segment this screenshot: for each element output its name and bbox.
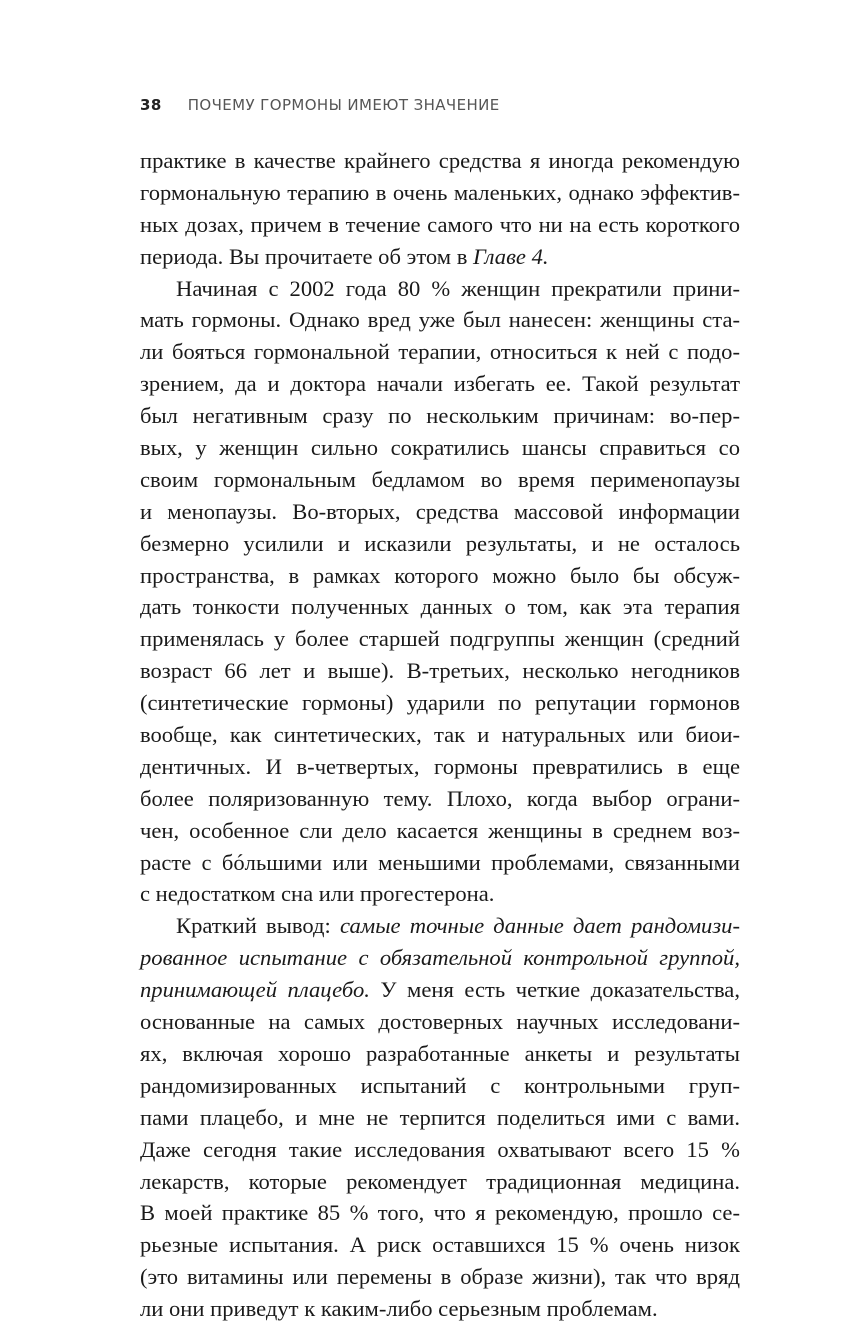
- text-run: пами плацебо, и мне не терпится поделиться ими с вами.: [140, 1104, 740, 1130]
- text-line: [140, 591, 740, 623]
- page-number: 38: [140, 96, 162, 114]
- text-run: своим гормональным бедламом во время перименопаузы: [140, 466, 740, 492]
- text-line: [140, 1006, 740, 1038]
- text-run: (синтетические гормоны) ударили по репутации гормонов: [140, 690, 740, 716]
- text-line: [140, 1134, 740, 1166]
- text-run: ли они приведут к каким-либо серьезным проблемам.: [140, 1296, 658, 1322]
- text-run: возраст 66 лет и выше). В-третьих, несколько негодников: [140, 658, 740, 684]
- text-run: ли бояться гормональной терапии, относиться к ней с подо-: [140, 339, 740, 365]
- italic-run: Главе 4.: [473, 243, 549, 269]
- text-run: рьезные испытания. А риск оставшихся 15 % очень низок: [140, 1232, 740, 1258]
- text-run: Начиная с 2002 года 80 % женщин прекратили прини-: [176, 275, 740, 301]
- italic-run: принимающей плацебо.: [140, 977, 370, 1003]
- text-line: [140, 177, 740, 209]
- text-line: [140, 145, 740, 177]
- text-line: [140, 1197, 740, 1229]
- text-line: [140, 1166, 740, 1198]
- text-run: лекарств, которые рекомендует традиционная медицина.: [140, 1168, 740, 1194]
- text-line: [140, 1261, 740, 1293]
- text-run: и менопаузы. Во-вторых, средства массовой информации: [140, 498, 740, 524]
- text-line: [140, 1102, 740, 1134]
- text-line: [140, 1229, 740, 1261]
- text-line: [140, 910, 740, 942]
- text-run: чен, особенное сли дело касается женщины в среднем воз-: [140, 817, 740, 843]
- text-run: В моей практике 85 % того, что я рекомендую, прошло се-: [140, 1200, 740, 1226]
- text-line: [140, 623, 740, 655]
- text-line: [140, 942, 740, 974]
- text-run: У меня есть четкие доказательства,: [369, 977, 740, 1003]
- text-line: [140, 273, 740, 305]
- text-run: рандомизированных испытаний с контрольными груп-: [140, 1072, 740, 1098]
- text-run: зрением, да и доктора начали избегать ее. Такой результат: [140, 371, 740, 397]
- text-run: дать тонкости полученных данных о том, как эта терапия: [140, 594, 740, 620]
- text-run: более поляризованную тему. Плохо, когда выбор ограни-: [140, 785, 740, 811]
- text-line: [140, 974, 740, 1006]
- running-header: [140, 96, 500, 114]
- text-run: расте с бóльшими или меньшими проблемами, связанными: [140, 849, 740, 875]
- text-line: [140, 560, 740, 592]
- text-line: [140, 464, 740, 496]
- text-run: периода. Вы прочитаете об этом в: [140, 243, 474, 269]
- text-run: Краткий вывод:: [176, 913, 341, 939]
- running-title: ПОЧЕМУ ГОРМОНЫ ИМЕЮТ ЗНАЧЕНИЕ: [187, 96, 500, 114]
- text-run: (это витамины или перемены в образе жизни), так что вряд: [140, 1264, 740, 1290]
- text-line: [140, 751, 740, 783]
- text-line: [140, 1070, 740, 1102]
- text-run: ных дозах, причем в течение самого что ни на есть короткого: [140, 211, 740, 237]
- text-line: [140, 368, 740, 400]
- body-text: [140, 145, 740, 1325]
- text-line: [140, 528, 740, 560]
- text-line: [140, 847, 740, 879]
- text-line: [140, 719, 740, 751]
- text-run: вых, у женщин сильно сократились шансы справиться со: [140, 435, 740, 461]
- text-line: [140, 655, 740, 687]
- text-line: [140, 687, 740, 719]
- text-line: [140, 783, 740, 815]
- text-line: [140, 1038, 740, 1070]
- text-line: [140, 400, 740, 432]
- text-line: [140, 432, 740, 464]
- text-run: с недостатком сна или прогестерона.: [140, 881, 495, 907]
- text-run: применялась у более старшей подгруппы женщин (средний: [140, 626, 740, 652]
- text-run: гормональную терапию в очень маленьких, однако эффектив-: [140, 179, 740, 205]
- text-line: [140, 304, 740, 336]
- text-line: [140, 878, 740, 910]
- text-line: [140, 336, 740, 368]
- text-run: Даже сегодня такие исследования охватывают всего 15 %: [140, 1136, 740, 1162]
- italic-run: рованное испытание с обязательной контрольной группой,: [140, 945, 740, 971]
- text-run: был негативным сразу по нескольким причинам: во-пер-: [140, 403, 740, 429]
- text-run: ях, включая хорошо разработанные анкеты и результаты: [140, 1040, 740, 1066]
- text-run: безмерно усилили и исказили результаты, и не осталось: [140, 530, 740, 556]
- text-line: [140, 1293, 740, 1325]
- text-line: [140, 815, 740, 847]
- text-run: дентичных. И в-четвертых, гормоны превратились в еще: [140, 753, 740, 779]
- text-run: практике в качестве крайнего средства я иногда рекомендую: [140, 148, 740, 173]
- text-run: основанные на самых достоверных научных исследовани-: [140, 1009, 740, 1035]
- text-run: мать гормоны. Однако вред уже был нанесен: женщины ста-: [140, 307, 740, 333]
- text-line: [140, 209, 740, 241]
- text-run: пространства, в рамках которого можно было бы обсуж-: [140, 562, 740, 588]
- text-line: [140, 496, 740, 528]
- text-run: вообще, как синтетических, так и натуральных или биои-: [140, 722, 740, 748]
- text-line: [140, 241, 740, 273]
- italic-run: самые точные данные дает рандомизи-: [340, 913, 740, 939]
